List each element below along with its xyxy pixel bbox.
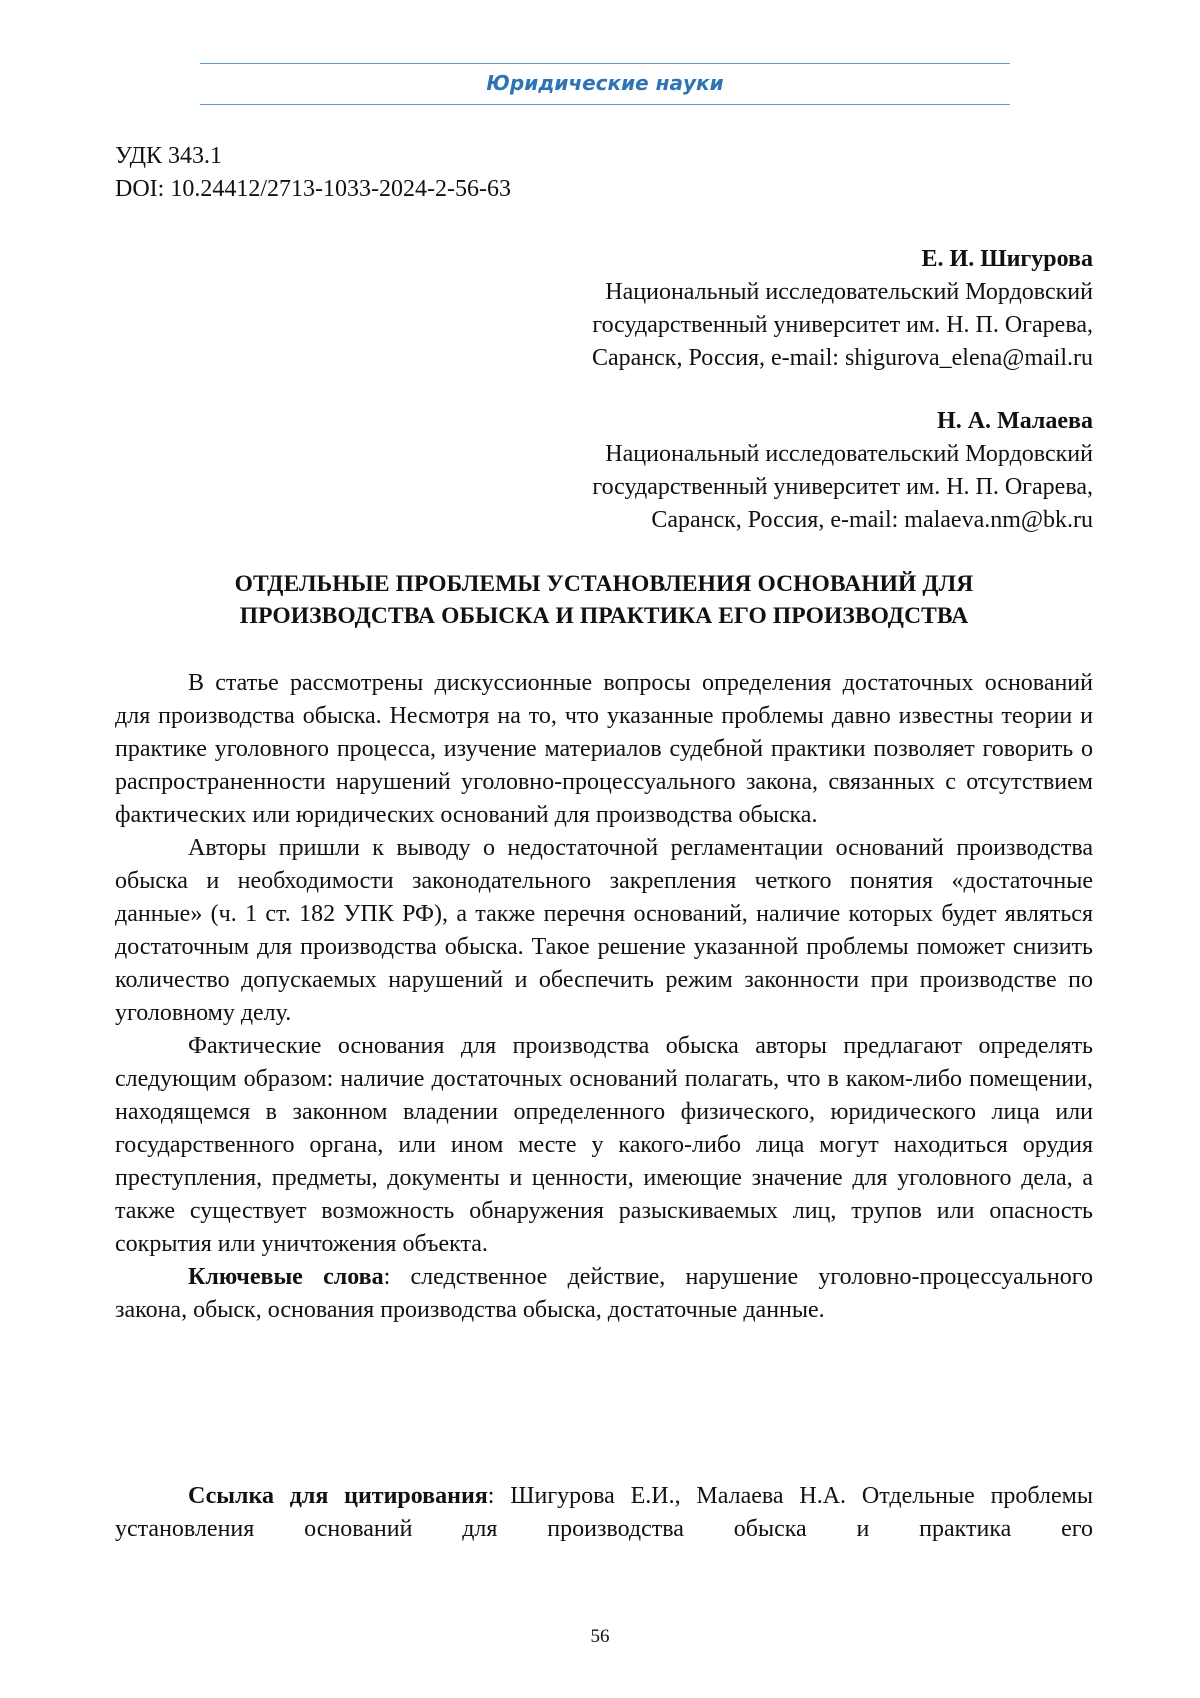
doi: DOI: 10.24412/2713-1033-2024-2-56-63 (115, 176, 511, 202)
author-affiliation-line: Национальный исследовательский Мордовский (605, 279, 1093, 305)
section-title: Юридические науки (486, 71, 724, 95)
keywords (115, 1261, 1093, 1327)
author-name: Н. А. Малаева (937, 408, 1093, 434)
citation-text (115, 1480, 1093, 1546)
article-title (115, 568, 1093, 632)
keywords-text: : следственное действие, нарушение уголовно-процессуального закона, обыск, основания производства обыска, достаточные данные. (115, 1264, 1093, 1323)
article-meta (115, 140, 511, 206)
author-block (592, 405, 1093, 537)
author-affiliation-line: Национальный исследовательский Мордовский (605, 441, 1093, 467)
article-title-line: ПРОИЗВОДСТВА ОБЫСКА И ПРАКТИКА ЕГО ПРОИЗВОДСТВА (239, 603, 969, 629)
citation-label: Ссылка для цитирования (188, 1483, 488, 1509)
author-affiliation-line: Саранск, Россия, e-mail: malaeva.nm@bk.ru (651, 507, 1093, 533)
abstract (115, 667, 1093, 1327)
abstract-paragraph: Авторы пришли к выводу о недостаточной регламентации оснований производства обыска и необходимости законодательного закрепления четкого понятия «достаточные данные» (ч. 1 ст. 182 УПК РФ), а также перечня оснований, наличие которых будет являться достаточным для производства обыска. Такое решение указанной проблемы поможет снизить количество допускаемых нарушений и обеспечить режим законности при производстве по уголовному делу. (115, 835, 1093, 1026)
abstract-paragraph: Фактические основания для производства обыска авторы предлагают определять следующим образом: наличие достаточных оснований полагать, что в каком-либо помещении, находящемся в законном владении определенного физического, юридического лица или государственного органа, или ином месте у какого-либо лица могут находиться орудия преступления, предметы, документы и ценности, имеющие значение для уголовного дела, а также существует возможность обнаружения разыскиваемых лиц, трупов или опасность сокрытия или уничтожения объекта. (115, 1033, 1093, 1257)
author-name: Е. И. Шигурова (921, 246, 1093, 272)
abstract-paragraph: В статье рассмотрены дискуссионные вопросы определения достаточных оснований для производства обыска. Несмотря на то, что указанные проблемы давно известны теории и практике уголовного процесса, изучение материалов судебной практики позволяет говорить о распространенности нарушений уголовно-процессуального закона, связанных с отсутствием фактических или юридических оснований для производства обыска. (115, 670, 1093, 828)
keywords-label: Ключевые слова (188, 1264, 384, 1290)
author-block (592, 243, 1093, 375)
author-affiliation-line: Саранск, Россия, e-mail: shigurova_elena@mail.ru (592, 345, 1093, 371)
journal-section-header (200, 63, 1010, 105)
article-title-line: ОТДЕЛЬНЫЕ ПРОБЛЕМЫ УСТАНОВЛЕНИЯ ОСНОВАНИЙ ДЛЯ (234, 571, 974, 597)
citation (115, 1480, 1093, 1546)
page-number: 56 (590, 1626, 610, 1647)
author-affiliation-line: государственный университет им. Н. П. Огарева, (592, 474, 1093, 500)
citation-body: : Шигурова Е.И., Малаева Н.А. Отдельные проблемы установления оснований для производства обыска и практика его (115, 1483, 1093, 1542)
author-affiliation-line: государственный университет им. Н. П. Огарева, (592, 312, 1093, 338)
udk-code: УДК 343.1 (115, 143, 222, 169)
